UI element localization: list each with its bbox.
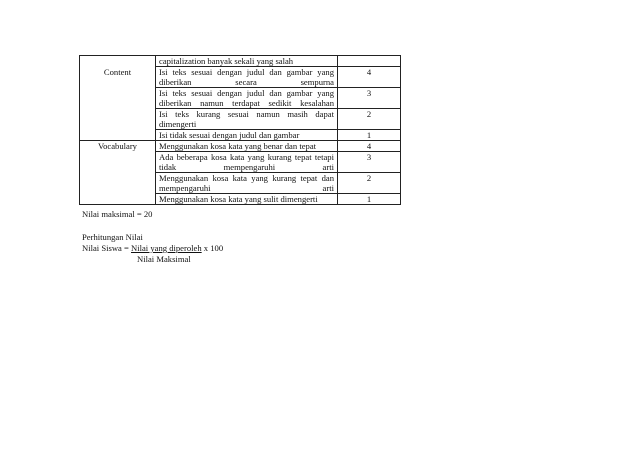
aspect-cell: Vocabulary	[80, 141, 156, 152]
rubric-row	[80, 130, 401, 141]
criteria-description: Isi teks sesuai dengan judul dan gambar yang diberikan secara sempurna	[156, 67, 338, 88]
score-formula	[82, 243, 223, 253]
rubric-row	[80, 67, 401, 88]
score-cell: 4	[338, 67, 401, 88]
score-cell: 2	[338, 109, 401, 130]
aspect-cell	[80, 152, 156, 173]
rubric-row	[80, 109, 401, 130]
aspect-cell	[80, 88, 156, 109]
rubric-row	[80, 88, 401, 109]
criteria-description: Ada beberapa kosa kata yang kurang tepat tetapi tidak mempengaruhi arti	[156, 152, 338, 173]
rubric-row	[80, 173, 401, 194]
score-cell: 1	[338, 194, 401, 205]
aspect-cell	[80, 56, 156, 67]
rubric-row	[80, 56, 401, 67]
criteria-description: Isi teks sesuai dengan judul dan gambar yang diberikan namun terdapat sedikit kesalahan	[156, 88, 338, 109]
score-cell: 3	[338, 88, 401, 109]
score-cell: 3	[338, 152, 401, 173]
rubric-row	[80, 152, 401, 173]
scoring-rubric-table	[79, 55, 401, 205]
formula-denominator: Nilai Maksimal	[137, 254, 191, 264]
aspect-cell	[80, 130, 156, 141]
formula-suffix: x 100	[201, 243, 224, 253]
formula-numerator: Nilai yang diperoleh	[131, 243, 202, 253]
rubric-row	[80, 141, 401, 152]
aspect-cell	[80, 194, 156, 205]
calculation-heading: Perhitungan Nilai	[82, 232, 143, 242]
score-cell	[338, 56, 401, 67]
criteria-description: Menggunakan kosa kata yang kurang tepat dan mempengaruhi arti	[156, 173, 338, 194]
score-cell: 2	[338, 173, 401, 194]
aspect-cell: Content	[80, 67, 156, 88]
criteria-description: Menggunakan kosa kata yang sulit dimengerti	[156, 194, 338, 205]
criteria-description: Isi teks kurang sesuai namun masih dapat dimengerti	[156, 109, 338, 130]
criteria-description: Isi tidak sesuai dengan judul dan gambar	[156, 130, 338, 141]
score-cell: 1	[338, 130, 401, 141]
aspect-cell	[80, 109, 156, 130]
score-cell: 4	[338, 141, 401, 152]
aspect-cell	[80, 173, 156, 194]
rubric-row	[80, 194, 401, 205]
max-score-note: Nilai maksimal = 20	[82, 209, 153, 219]
criteria-description: Menggunakan kosa kata yang benar dan tepat	[156, 141, 338, 152]
formula-prefix: Nilai Siswa =	[82, 243, 132, 253]
criteria-description: capitalization banyak sekali yang salah	[156, 56, 338, 67]
